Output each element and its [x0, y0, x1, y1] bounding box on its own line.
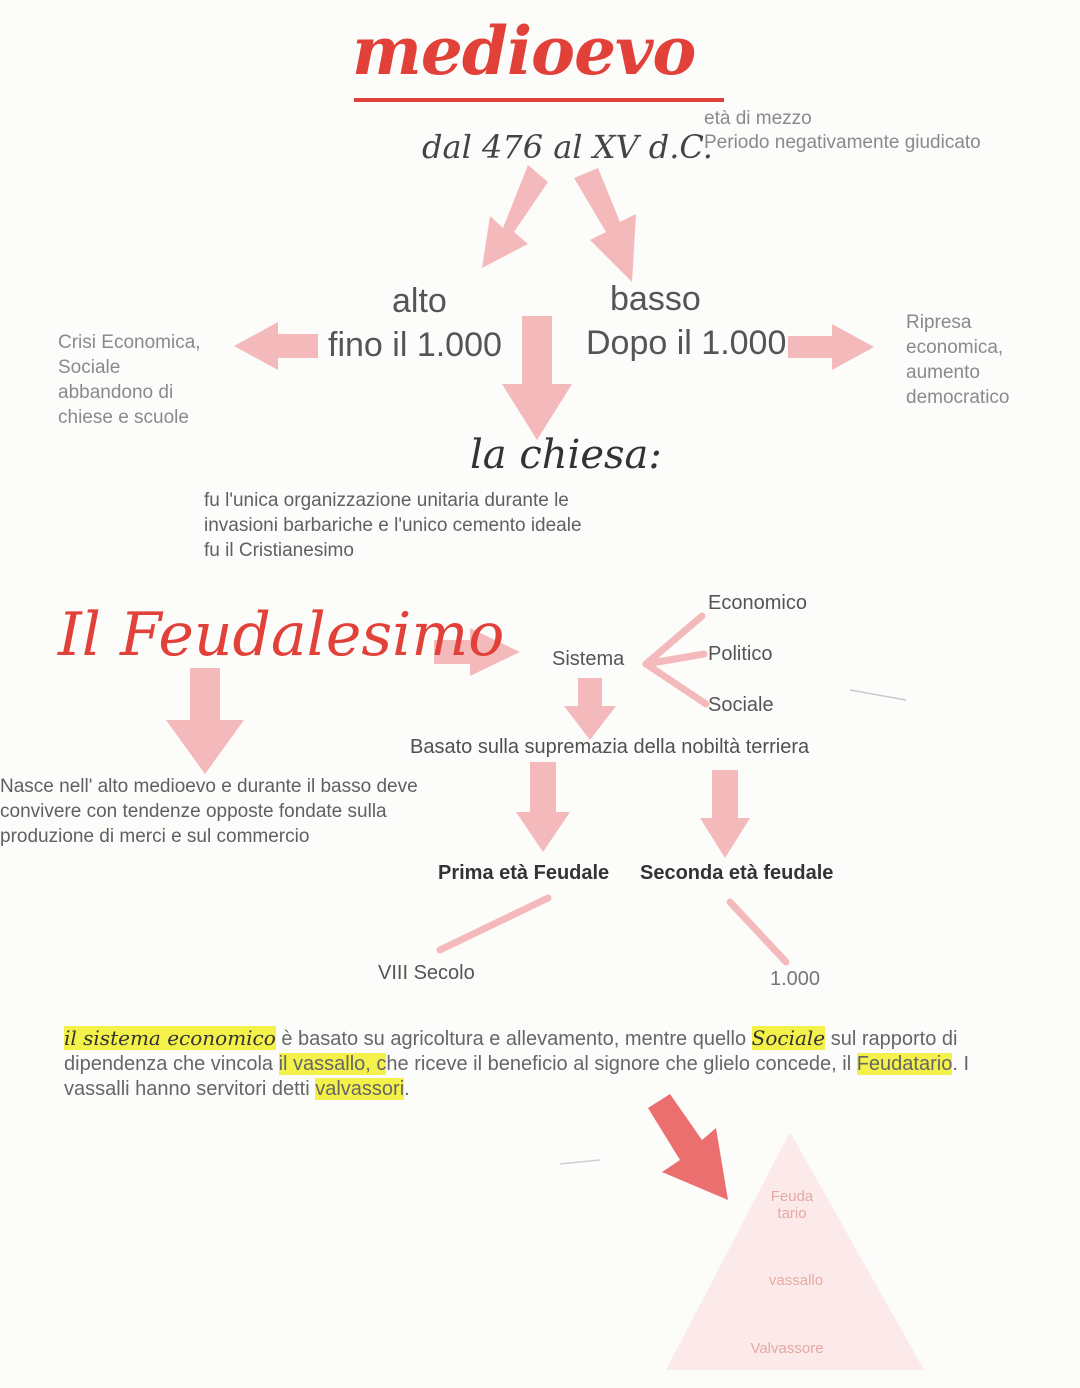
- basso-note: democratico: [906, 387, 1010, 408]
- arrow-to-prima: [516, 762, 570, 852]
- arrow-to-pyramid: [648, 1094, 728, 1200]
- chiesa-line: invasioni barbariche e l'unico cemento ideale: [204, 515, 582, 536]
- arrow-to-crisi: [234, 322, 318, 370]
- basis-text: Basato sulla supremazia della nobiltà terriera: [410, 736, 810, 758]
- basso-note: economica,: [906, 337, 1004, 358]
- alto-note: Sociale: [58, 357, 121, 378]
- branch-sociale: [646, 664, 706, 704]
- aspect-economico: Economico: [708, 592, 807, 614]
- pyramid-feudatario: [752, 1188, 832, 1222]
- basso-note: Ripresa: [906, 312, 972, 333]
- paragraph-text: è basato su agricoltura e allevamento, mentre quello: [275, 1028, 752, 1050]
- feudalesimo-heading: Il Feudalesimo: [58, 600, 505, 670]
- page-title: medioevo: [352, 12, 696, 90]
- pyramid-label-line: Feuda: [770, 1188, 814, 1205]
- sistema-label: Sistema: [552, 648, 625, 670]
- alto-period: fino il 1.000: [328, 326, 502, 364]
- origin-line: convivere con tendenze opposte fondate sulla: [0, 801, 387, 822]
- origin-line: produzione di merci e sul commercio: [0, 826, 310, 847]
- prima-date: VIII Secolo: [378, 962, 475, 984]
- chiesa-line: fu l'unica organizzazione unitaria durante le: [204, 490, 569, 511]
- basso-label: basso: [610, 280, 701, 318]
- pyramid-valvassore: Valvassore: [750, 1340, 824, 1357]
- arrow-to-chiesa: [502, 316, 572, 440]
- paragraph-text: sul rapporto di dipendenza che vincola: [64, 1028, 958, 1075]
- seconda-date: 1.000: [770, 968, 821, 990]
- meaning-line-1: età di mezzo: [704, 108, 812, 129]
- chiesa-line: fu il Cristianesimo: [204, 540, 354, 561]
- title-underline: [354, 98, 724, 102]
- arrow-to-basis: [564, 678, 616, 740]
- chiesa-heading: la chiesa:: [470, 432, 662, 478]
- arrow-to-seconda: [700, 770, 750, 858]
- feudal-paragraph: [64, 1026, 984, 1102]
- connector-prima: [440, 898, 548, 950]
- basso-note: aumento: [906, 362, 980, 383]
- highlight-valvassori: valvassori: [315, 1078, 405, 1100]
- date-range: dal 476 al XV d.C.: [422, 128, 713, 166]
- chiesa-text: [204, 488, 644, 563]
- highlight-sistema-economico: il sistema economico: [64, 1026, 276, 1050]
- paragraph-text: he riceve il beneficio al signore che glielo concede, il: [386, 1053, 857, 1075]
- alto-label: alto: [392, 282, 447, 320]
- arrow-to-origin: [166, 668, 244, 774]
- alto-note: chiese e scuole: [58, 407, 189, 428]
- connector-seconda: [730, 902, 786, 962]
- prima-eta-label: Prima età Feudale: [438, 862, 610, 884]
- aspect-politico: Politico: [708, 643, 773, 665]
- arrow-to-alto: [482, 165, 548, 268]
- highlight-sociale: Sociale: [751, 1026, 826, 1050]
- seconda-eta-label: Seconda età feudale: [640, 862, 834, 884]
- alto-note: Crisi Economica,: [58, 332, 201, 353]
- paragraph-text: .: [404, 1078, 410, 1100]
- arrow-to-ripresa: [788, 324, 874, 370]
- basso-period: Dopo il 1.000: [586, 324, 787, 362]
- arrow-to-basso: [574, 168, 636, 282]
- paragraph-text: . I vassalli hanno servitori detti: [64, 1053, 969, 1100]
- alto-note: abbandono di: [58, 382, 174, 403]
- origin-line: Nasce nell' alto medioevo e durante il basso deve: [0, 776, 418, 797]
- origin-text: [0, 774, 470, 849]
- pyramid-vassallo: vassallo: [768, 1272, 824, 1289]
- alto-notes: [58, 330, 238, 430]
- aspect-sociale: Sociale: [708, 694, 774, 716]
- highlight-feudatario: Feudatario: [856, 1053, 953, 1075]
- meaning-line-2: Periodo negativamente giudicato: [704, 132, 981, 153]
- basso-notes: [906, 310, 1066, 410]
- pyramid-label-line: tario: [777, 1205, 807, 1222]
- highlight-vassallo: il vassallo, c: [278, 1053, 387, 1075]
